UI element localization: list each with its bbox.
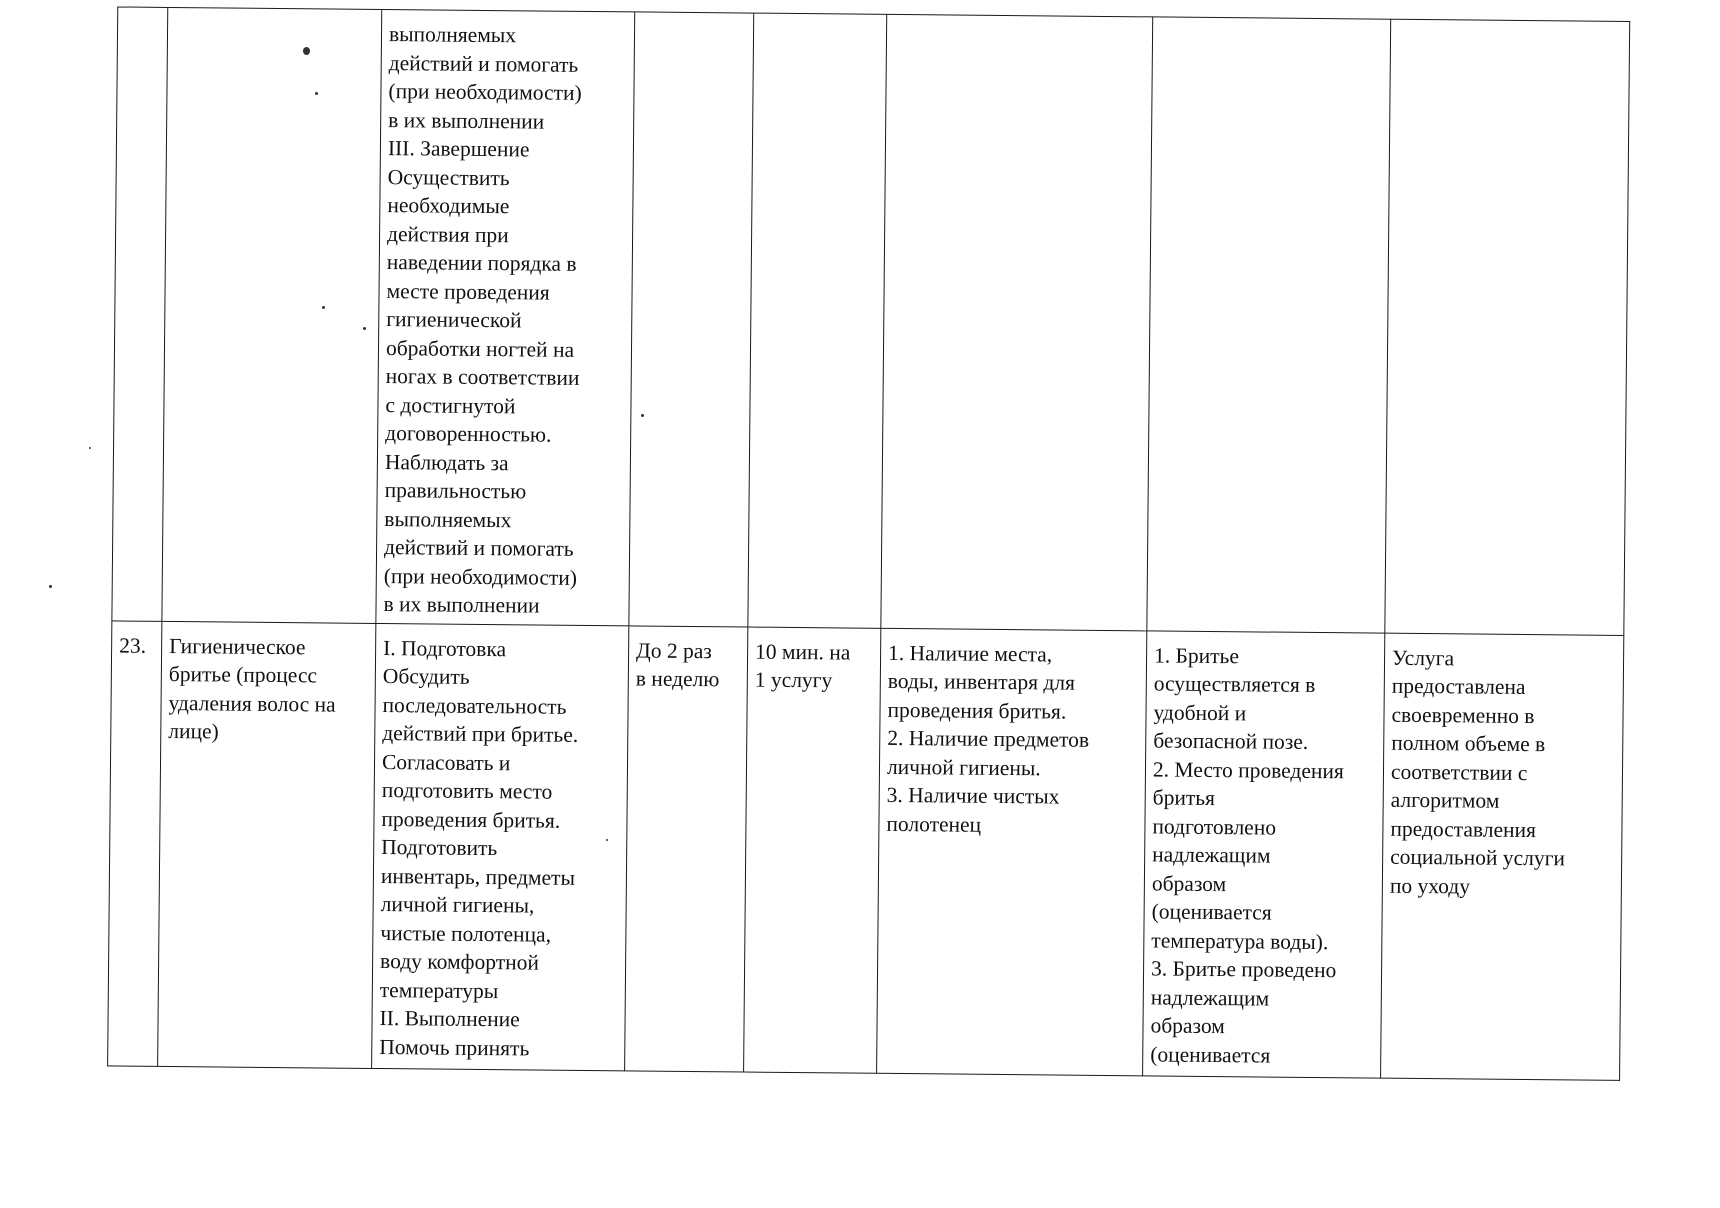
quality-indicators-cell: 1. Бритье осуществляется в удобной и безопасной позе. 2. Место проведения бритья подготовлено надлежащим образом (оценивается температура воды). 3. Бритье проведено надлежащим образом (оценивается bbox=[1143, 630, 1385, 1077]
scan-speck bbox=[49, 585, 52, 588]
algorithm-cell: выполняемых действий и помогать (при необходимости) в их выполнении III. Завершение Осуществить необходимые действия при наведении порядка в месте проведения гигиенической обработки ногтей на ногах в соответствии с достигнутой договоренностью. Наблюдать за правильностью выполняемых действий и помогать (при необходимости) в их выполнении bbox=[376, 9, 635, 625]
scan-speck bbox=[303, 47, 310, 55]
row-number-cell bbox=[112, 7, 168, 621]
scan-speck bbox=[322, 306, 325, 309]
service-name-cell bbox=[162, 7, 382, 623]
scan-speck bbox=[315, 92, 318, 95]
scan-speck bbox=[606, 839, 608, 841]
row-number-cell: 23. bbox=[108, 620, 162, 1065]
table-row bbox=[112, 7, 1630, 635]
quality-indicators-cell bbox=[1147, 17, 1391, 633]
frequency-cell: До 2 раз в неделю bbox=[625, 625, 748, 1071]
duration-cell bbox=[748, 13, 887, 628]
frequency-cell bbox=[629, 12, 754, 627]
table-row bbox=[108, 620, 1624, 1079]
duration-cell: 10 мин. на 1 услугу bbox=[744, 627, 881, 1073]
service-name-cell: Гигиеническое бритье (процесс удаления волос на лице) bbox=[158, 621, 376, 1068]
conditions-cell bbox=[881, 14, 1153, 630]
result-cell bbox=[1385, 19, 1630, 635]
conditions-cell: 1. Наличие места, воды, инвентаря для проведения бритья. 2. Наличие предметов личной гигиены. 3. Наличие чистых полотенец bbox=[877, 628, 1147, 1076]
scan-speck bbox=[641, 414, 644, 417]
result-cell: Услуга предоставлена своевременно в полном объеме в соответствии с алгоритмом предоставления социальной услуги по уходу bbox=[1381, 633, 1624, 1080]
scan-speck bbox=[363, 327, 366, 330]
scan-speck bbox=[89, 447, 91, 449]
service-standards-table bbox=[107, 6, 1630, 1080]
algorithm-cell: I. Подготовка Обсудить последовательность действий при бритье. Согласовать и подготовить место проведения бритья. Подготовить инвентарь, предметы личной гигиены, чистые полотенца, воду комфортной температуры II. Выполнение Помочь принять bbox=[372, 623, 629, 1070]
